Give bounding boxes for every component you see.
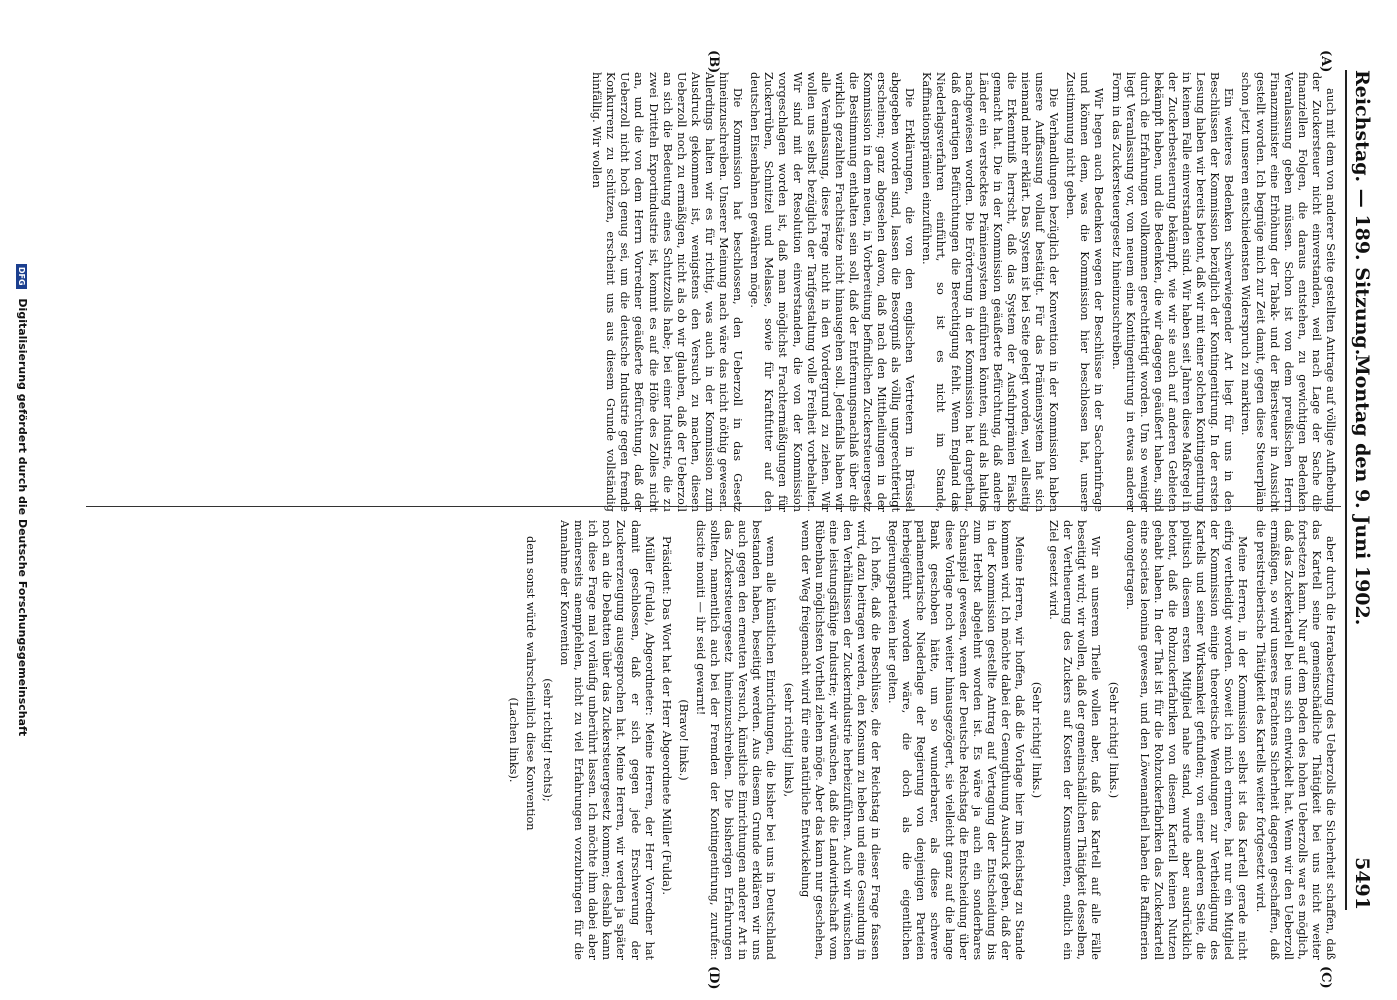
margin-mark-c: (C) <box>1318 966 1333 989</box>
paragraph: Wir an unserem Theile wollen aber, daß das Kartell auf alle Fälle beseitigt wird; wir wollen, daß der gemeinschädlichen Thätigkeit desselben, der Vertheuerung des Zuckers auf Kosten der Konsumenten, endlich ein Ziel gesetzt wird. <box>1047 520 1103 960</box>
paragraph: Präsident: Das Wort hat der Herr Abgeordnete Müller (Fulda). <box>659 536 673 895</box>
margin-mark-a: (A) <box>1318 50 1333 73</box>
paragraph: Ein weiteres Bedenken schwerwiegender Art liegt für uns in den Beschlüssen der Kommission bezüglich der Kontingentirung. In der ersten Lesung haben wir bereits betont, daß wir mit einer solchen Kontingentirung in keinem Falle einverstanden sind. Wir haben seit Jahren diese Maßregel in der Zuckerbesteuerung bekämpft, wie wir sie auch auf anderen Gebieten bekämpft haben, und die Bedenken, die wir dagegen geäußert haben, sind durch die Erfahrungen vollkommen gerechtfertigt worden. Um so weniger liegt Veranlassung vor, von neuem eine Kontingentirung in etwas anderer Form in das Zuckersteuergesetz hineinzuschreiben. <box>1109 72 1236 512</box>
interjection: (Sehr richtig! links.) <box>1030 681 1044 799</box>
paragraph: Ich hoffe, daß die Beschlüsse, die der Reichstag in dieser Frage fassen wird, dazu beitragen werden, den Konsum zu heben und eine Gesundung in den Verhältnissen der Zuckerindustrie herbeizuführen. Auch wir wünschen eine leistungsfähige Industrie; wir wünschen, daß die Landwirthschaft vom Rübenbau möglichsten Vortheil ziehen möge. Aber das kann nur geschehen, wenn der Weg freigemacht wird für eine natürliche Entwickelung <box>798 520 883 960</box>
interjection: (Sehr richtig! links.) <box>1106 681 1120 799</box>
paragraph: Die Erklärungen, die von den englischen Vertretern in Brüssel abgegeben worden sind, lassen die Besorgniß als völlig ungerechtfertigt erscheinen; ganz abgesehen davon, daß nach den Mittheilungen in der Kommission in dem neuen, in Vorbereitung befindlichen Zuckersteuergesetz die Bestimmung enthalten sein soll, daß der Entfernungsnachlaß über die wirklich gezahlten Frachtsätze nicht hinausgehen soll. Jedenfalls haben wir alle Veranlassung, diese Frage nicht in den Vordergrund zu ziehen. Wir wollen uns selbst bezüglich der Tarifgestaltung volle Freiheit vorbehalten. Wir sind mit der Resolution einverstanden, die von der Kommission vorgeschlagen worden ist, daß man möglichst Frachtermäßigungen für Zuckerrüben, Schnitzel und Melasse, sowie für Kraftfutter auf den deutschen Eisenbahnen gewähren möge. <box>748 72 917 512</box>
column-divider <box>86 506 1341 507</box>
footer-credit <box>16 0 29 1000</box>
paragraph: Die Kommission hat beschlossen, den Ueberzoll in das Gesetz hineinzuschreiben. Unserer Meinung nach wäre das nicht nöthig gewesen. Allerdings halten wir es für richtig, was auch in der Kommission zum Ausdruck gekommen ist, wenigstens den Versuch zu machen, diesen Ueberzoll noch zu ermäßigen, nicht als ob wir glauben, daß der Ueberzoll an sich die Bedeutung eines Schutzzolls habe; bei einer Industrie, die zu zwei Dritteln Exportindustrie ist, kommt es auf die Höhe des Zolles nicht an, und die von dem Herrn Vorredner geäußerte Befürchtung, daß der Ueberzoll nicht hoch genug sei, um die deutsche Industrie gegen fremde Konkurrenz zu schützen, erscheint uns aus diesem Grunde vollständig hinfällig. Wir wollen <box>590 72 745 512</box>
paragraph: auch mit dem von anderer Seite gestellten Antrage auf völlige Aufhebung der Zuckersteuer nicht einverstanden, weil nach Lage der Sache die finanziellen Folgen, die daraus entstehen, zu gewichtigen Bedenken Veranlassung geben müssen. Schon ist von dem preußischen Herrn Finanzminister eine Erhöhung der Tabak- und der Biersteuer in Aussicht gestellt worden. Ich begnüge mich zur Zeit damit, gegen diese Steuerpläne schon jetzt unseren entschiedensten Widerspruch zu markiren. <box>1239 72 1337 512</box>
left-column <box>586 72 1337 512</box>
interjection: (Bravo! links.) <box>676 699 690 781</box>
margin-mark-b: (B) <box>706 50 721 74</box>
interjection: (Lachen links). <box>506 697 520 783</box>
paragraph: Meine Herren, in der Kommission selbst ist das Kartell gerade nicht eifrig vertheidigt worden. Soweit ich mich erinnere, hat nur ein Mitglied der Kommission einige theoretische Wendungen zur Vertheidigung des Kartells und seiner Wirksamkeit gefunden; von einer anderen Seite, die politisch diesem ersten Mitglied nahe stand, wurde aber ausdrücklich betont, daß die Rohzuckerfabriken von diesem Kartell keinen Nutzen gehabt haben. In der That ist für die Rohzuckerfabriken das Zuckerkartell eine societas leonina gewesen, und den Löwenantheil haben die Raffinerien davongetragen. <box>1123 520 1250 960</box>
paragraph: wenn alle künstlichen Einrichtungen, die bisher bei uns in Deutschland bestanden haben, beseitigt werden. Aus diesem Grunde erklären wir uns auch gegen den erneuten Versuch, künstliche Einrichtungen anderer Art in das Zuckersteuergesetz hineinzuschreiben. Die bisherigen Erfahrungen sollten, namentlich auch bei der Fremden der Kontingentirung, zurufen: discite moniti — ihr seid gewarnt! <box>693 520 778 960</box>
paragraph: aber durch die Herabsetzung des Ueberzolls die Sicherheit schaffen, daß das Kartell seine gemeinschädliche Thätigkeit bei uns nicht weiter fortsetzen kann. Nur auf dem Boden des hohen Ueberzolls war es möglich, daß das Zuckerkartell bei uns sich entwickelt hat. Wenn wir den Ueberzoll ermäßigen, so wird unseres Erachtens Sicherheit dagegen geschaffen, daß die preistreiberische Thätigkeit des Kartells weiter fortgesetzt wird. <box>1253 520 1337 960</box>
right-column <box>503 520 1337 960</box>
header-title: Reichstag. — 189. Sitzung. <box>1351 70 1373 356</box>
page-number: 5491 <box>1351 857 1373 910</box>
paragraph: denn sonst würde wahrscheinlich diese Konvention <box>523 536 537 831</box>
dfg-logo-icon: DFG <box>17 264 28 289</box>
paragraph: Die Verhandlungen bezüglich der Konvention in der Kommission haben unsere Auffassung vollauf bestätigt. Für das Prämiensystem hat sich niemand mehr erklärt. Das System ist bei Seite gelegt worden, weil allseitig die Erkenntniß herrscht, daß das System der Ausfuhrprämien Fiasko gemacht hat. Die in der Kommission geäußerte Befürchtung, daß andere Länder ein verstecktes Prämiensystem einführen könnten, sind als haltlos nachgewiesen worden. Die Erörterung in der Kommission hat dargethan, daß derartigen Befürchtungen die Berechtigung fehlt. Wenn England das Niederlagsverfahren einführt, so ist es nicht im Stande, Kaffinationsprämien einzuführen. <box>920 72 1061 512</box>
interjection: (sehr richtig! rechts); <box>541 678 555 802</box>
margin-mark-d: (D) <box>706 966 721 990</box>
page-header <box>1345 70 1377 910</box>
footer-text: Digitalisierung gefördert durch die Deutsche Forschungsgemeinschaft <box>16 298 29 737</box>
interjection: (sehr richtig! links), <box>781 682 795 798</box>
paragraph: Meine Herren, wir hoffen, daß die Vorlage hier im Reichstag zu Stande kommen wird. Ich möchte dabei der Genugthuung Ausdruck geben, daß der in der Kommission gestellte Antrag auf Vertagung der Entscheidung bis zum Herbst abgelehnt worden ist. Es wäre ja auch ein sonderbares Schauspiel gewesen, wenn der Deutsche Reichstag die Entscheidung über diese Vorlage noch weiter hinausgezögert, sie vielleicht ganz auf die lange Bank geschoben hätte, um so wunderbarer, als diese schwere parlamentarische Niederlage der Regierung von denjenigen Parteien herbeigeführt worden wäre, die doch als die eigentlichen Regierungsparteien hier gelten. <box>886 520 1027 960</box>
paragraph: Müller (Fulda), Abgeordneter: Meine Herren, der Herr Vorredner hat damit geschlossen, daß er sich gegen jede Erschwerung der Zuckererzeugung ausgesprochen hat. Meine Herren, wir werden ja später noch an die Debatten über das Zuckersteuergesetz kommen; deshalb kann ich diese Frage mal vorläufig unberührt lassen. Ich möchte ihm dabei aber meinerseits anempfehlen, nicht zu viel Erfahrungen vorzubringen für die Annahme der Konvention <box>558 520 656 960</box>
header-date: Montag den 9. Juni 1902. <box>1351 354 1373 626</box>
paragraph: Wir hegen auch Bedenken wegen der Beschlüsse in der Saccharinfrage und können dem, was die Kommission hier beschlossen hat, unsere Zustimmung nicht geben. <box>1064 72 1106 512</box>
